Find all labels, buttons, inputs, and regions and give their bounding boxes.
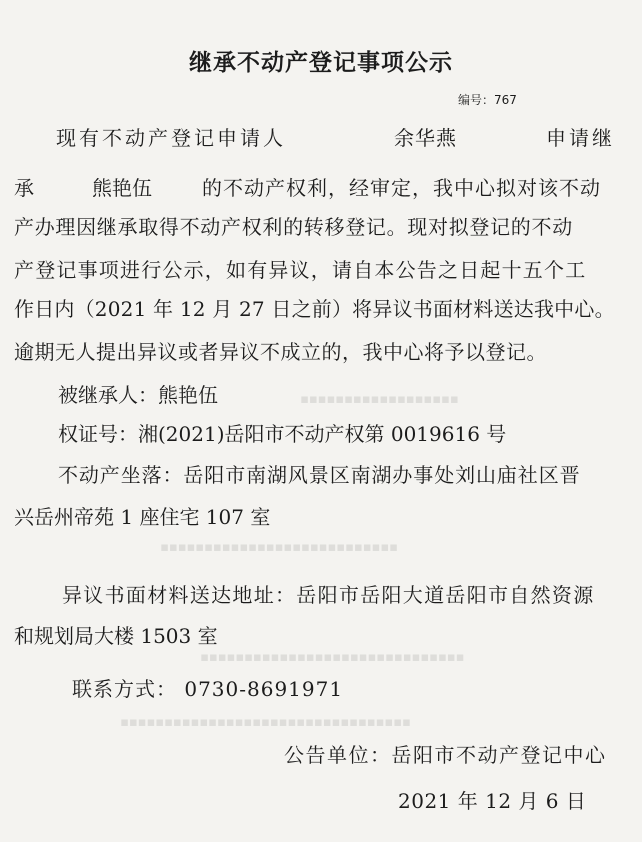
address-line-2: 和规划局大楼 1503 室: [14, 624, 218, 648]
location-line-2: 兴岳州帝苑 1 座住宅 107 室: [14, 505, 271, 529]
body-line-5: 作日内（2021 年 12 月 27 日之前）将异议书面材料送达我中心。: [14, 297, 615, 321]
body-line-6: 逾期无人提出异议或者异议不成立的，我中心将予以登记。: [14, 340, 547, 364]
certificate-line: 权证号：湘(2021)岳阳市不动产权第 0019616 号: [58, 422, 507, 446]
bleed-through-text: ▪▪▪▪▪▪▪▪▪▪▪▪▪▪▪▪▪▪▪▪▪▪▪▪▪▪▪: [160, 540, 398, 555]
location-line-1: 不动产坐落：岳阳市南湖风景区南湖办事处刘山庙社区晋: [58, 463, 581, 487]
contact-line: 联系方式： 0730-8691971: [72, 677, 344, 701]
body-text: 的不动产权利，经审定，我中心拟对该不动: [202, 176, 601, 200]
address-line-1: 异议书面材料送达地址：岳阳市岳阳大道岳阳市自然资源: [62, 583, 595, 607]
notice-date: 2021 年 12 月 6 日: [398, 789, 587, 813]
body-line-1: [56, 126, 615, 150]
bleed-through-text: ▪▪▪▪▪▪▪▪▪▪▪▪▪▪▪▪▪▪: [300, 392, 459, 407]
document-number: 编号：767: [458, 93, 517, 107]
body-line-4: 产登记事项进行公示，如有异议，请自本公告之日起十五个工: [14, 258, 587, 282]
body-text: 现有不动产登记申请人: [56, 126, 286, 150]
body-line-2: [14, 176, 601, 200]
body-text: 承: [14, 176, 34, 200]
decedent-name: 熊艳伍: [92, 176, 152, 200]
notice-title: 继承不动产登记事项公示: [189, 50, 453, 76]
body-line-3: 产办理因继承取得不动产权利的转移登记。现对拟登记的不动: [14, 215, 573, 239]
issuer-line: 公告单位：岳阳市不动产登记中心: [284, 743, 607, 767]
heir-line: 被继承人：熊艳伍: [58, 383, 218, 407]
body-text: 申请继: [546, 126, 615, 150]
bleed-through-text: ▪▪▪▪▪▪▪▪▪▪▪▪▪▪▪▪▪▪▪▪▪▪▪▪▪▪▪▪▪▪▪▪▪: [120, 715, 411, 730]
bleed-through-text: ▪▪▪▪▪▪▪▪▪▪▪▪▪▪▪▪▪▪▪▪▪▪▪▪▪▪▪▪▪▪: [200, 650, 465, 665]
applicant-name: 余华燕: [394, 126, 457, 150]
